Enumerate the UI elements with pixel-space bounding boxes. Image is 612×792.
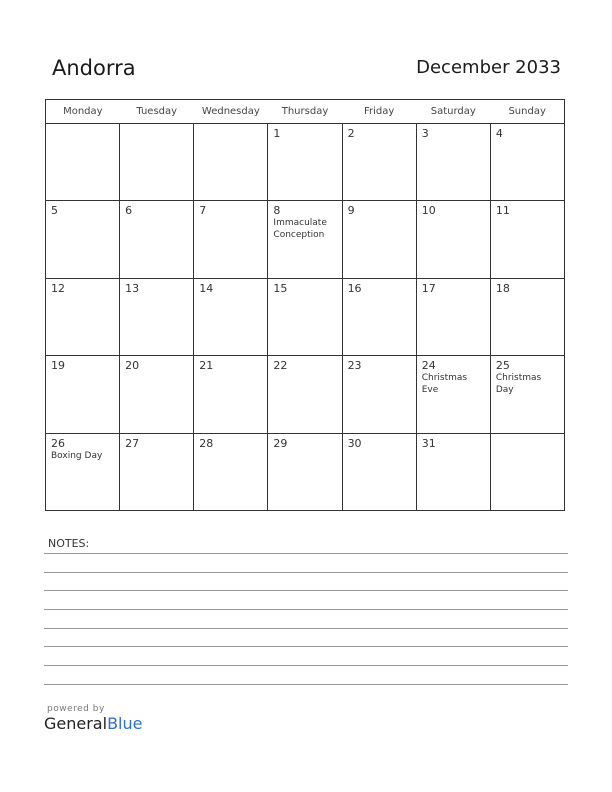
day-number: 6 [125,204,133,218]
brand-name [44,715,142,733]
calendar-day-cell [46,356,120,433]
generalblue-logo[interactable] [44,704,142,733]
calendar-grid [45,99,565,511]
weekday-tuesday: Tuesday [120,100,194,124]
calendar-day-cell [342,433,416,510]
day-number: 10 [421,204,436,218]
weekday-sunday: Sunday [490,100,564,124]
note-line [44,609,568,610]
country-title: Andorra [52,56,136,80]
note-line [44,628,568,629]
calendar-day-cell [490,433,564,510]
note-line [44,553,568,554]
note-line [44,590,568,591]
calendar-day-cell [416,433,490,510]
holiday-label: Boxing Day [51,450,103,461]
calendar-day-cell [416,124,490,201]
calendar-day-cell [416,201,490,278]
holiday-label: Christmas Day [495,373,542,396]
note-line [44,665,568,666]
weekday-saturday: Saturday [416,100,490,124]
day-number: 29 [273,436,288,450]
powered-by-text: powered by [47,704,105,714]
calendar-day-cell [194,124,268,201]
day-number: 11 [495,204,510,218]
day-number: 5 [51,204,58,218]
day-number: 9 [347,204,355,218]
calendar-week-row [46,433,565,510]
calendar-day-cell [194,278,268,355]
calendar-day-cell [46,433,120,510]
weekday-wednesday: Wednesday [194,100,268,124]
day-number: 19 [51,359,65,373]
month-year-title: December 2033 [416,57,561,78]
calendar-week-row [46,201,565,278]
day-number: 15 [273,281,288,295]
day-number: 8 [273,204,281,218]
day-number: 26 [51,436,65,450]
calendar-day-cell [416,278,490,355]
calendar-day-cell [268,124,342,201]
day-number: 3 [421,127,429,140]
calendar-day-cell [194,356,268,433]
weekday-friday: Friday [342,100,416,124]
notes-label: NOTES: [48,537,90,550]
day-number: 24 [421,359,436,373]
day-number: 18 [495,281,510,295]
day-number: 21 [199,359,214,373]
day-number: 2 [347,127,355,140]
brand-blue: Blue [107,714,143,733]
weekday-header-row [46,100,565,124]
day-number: 28 [199,436,214,450]
calendar-day-cell [268,201,342,278]
weekday-thursday: Thursday [268,100,342,124]
day-number: 30 [347,436,362,450]
calendar-day-cell [46,278,120,355]
holiday-label: Immaculate Conception [273,218,327,241]
day-number: 23 [347,359,362,373]
calendar-day-cell [268,278,342,355]
calendar-week-row [46,278,565,355]
note-line [44,684,568,685]
calendar-day-cell [268,433,342,510]
day-number: 22 [273,359,288,373]
day-number: 13 [125,281,140,295]
calendar-day-cell [194,433,268,510]
calendar-week-row [46,356,565,433]
brand-general: General [44,714,108,733]
calendar-day-cell [46,124,120,201]
calendar-day-cell [342,201,416,278]
holiday-label: Christmas Eve [421,373,468,396]
day-number: 27 [125,436,140,450]
calendar-day-cell [120,433,194,510]
calendar-day-cell [342,356,416,433]
calendar-day-cell [120,201,194,278]
calendar-day-cell [490,124,564,201]
day-number: 16 [347,281,362,295]
calendar-day-cell [120,278,194,355]
note-line [44,572,568,573]
day-number: 12 [51,281,65,295]
calendar-day-cell [342,124,416,201]
calendar-day-cell [268,356,342,433]
calendar-day-cell [46,201,120,278]
day-number: 17 [421,281,436,295]
day-number: 25 [495,359,510,373]
day-number: 7 [199,204,207,218]
calendar-day-cell [490,356,564,433]
weekday-monday: Monday [46,100,120,124]
calendar-day-cell [490,278,564,355]
calendar-day-cell [194,201,268,278]
note-line [44,646,568,647]
day-number: 1 [273,127,281,140]
calendar-week-row [46,124,565,201]
day-number: 31 [421,436,436,450]
calendar-day-cell [490,201,564,278]
calendar-day-cell [120,124,194,201]
day-number: 4 [495,127,503,140]
calendar-day-cell [120,356,194,433]
day-number: 20 [125,359,140,373]
day-number: 14 [199,281,214,295]
calendar-day-cell [342,278,416,355]
calendar-day-cell [416,356,490,433]
